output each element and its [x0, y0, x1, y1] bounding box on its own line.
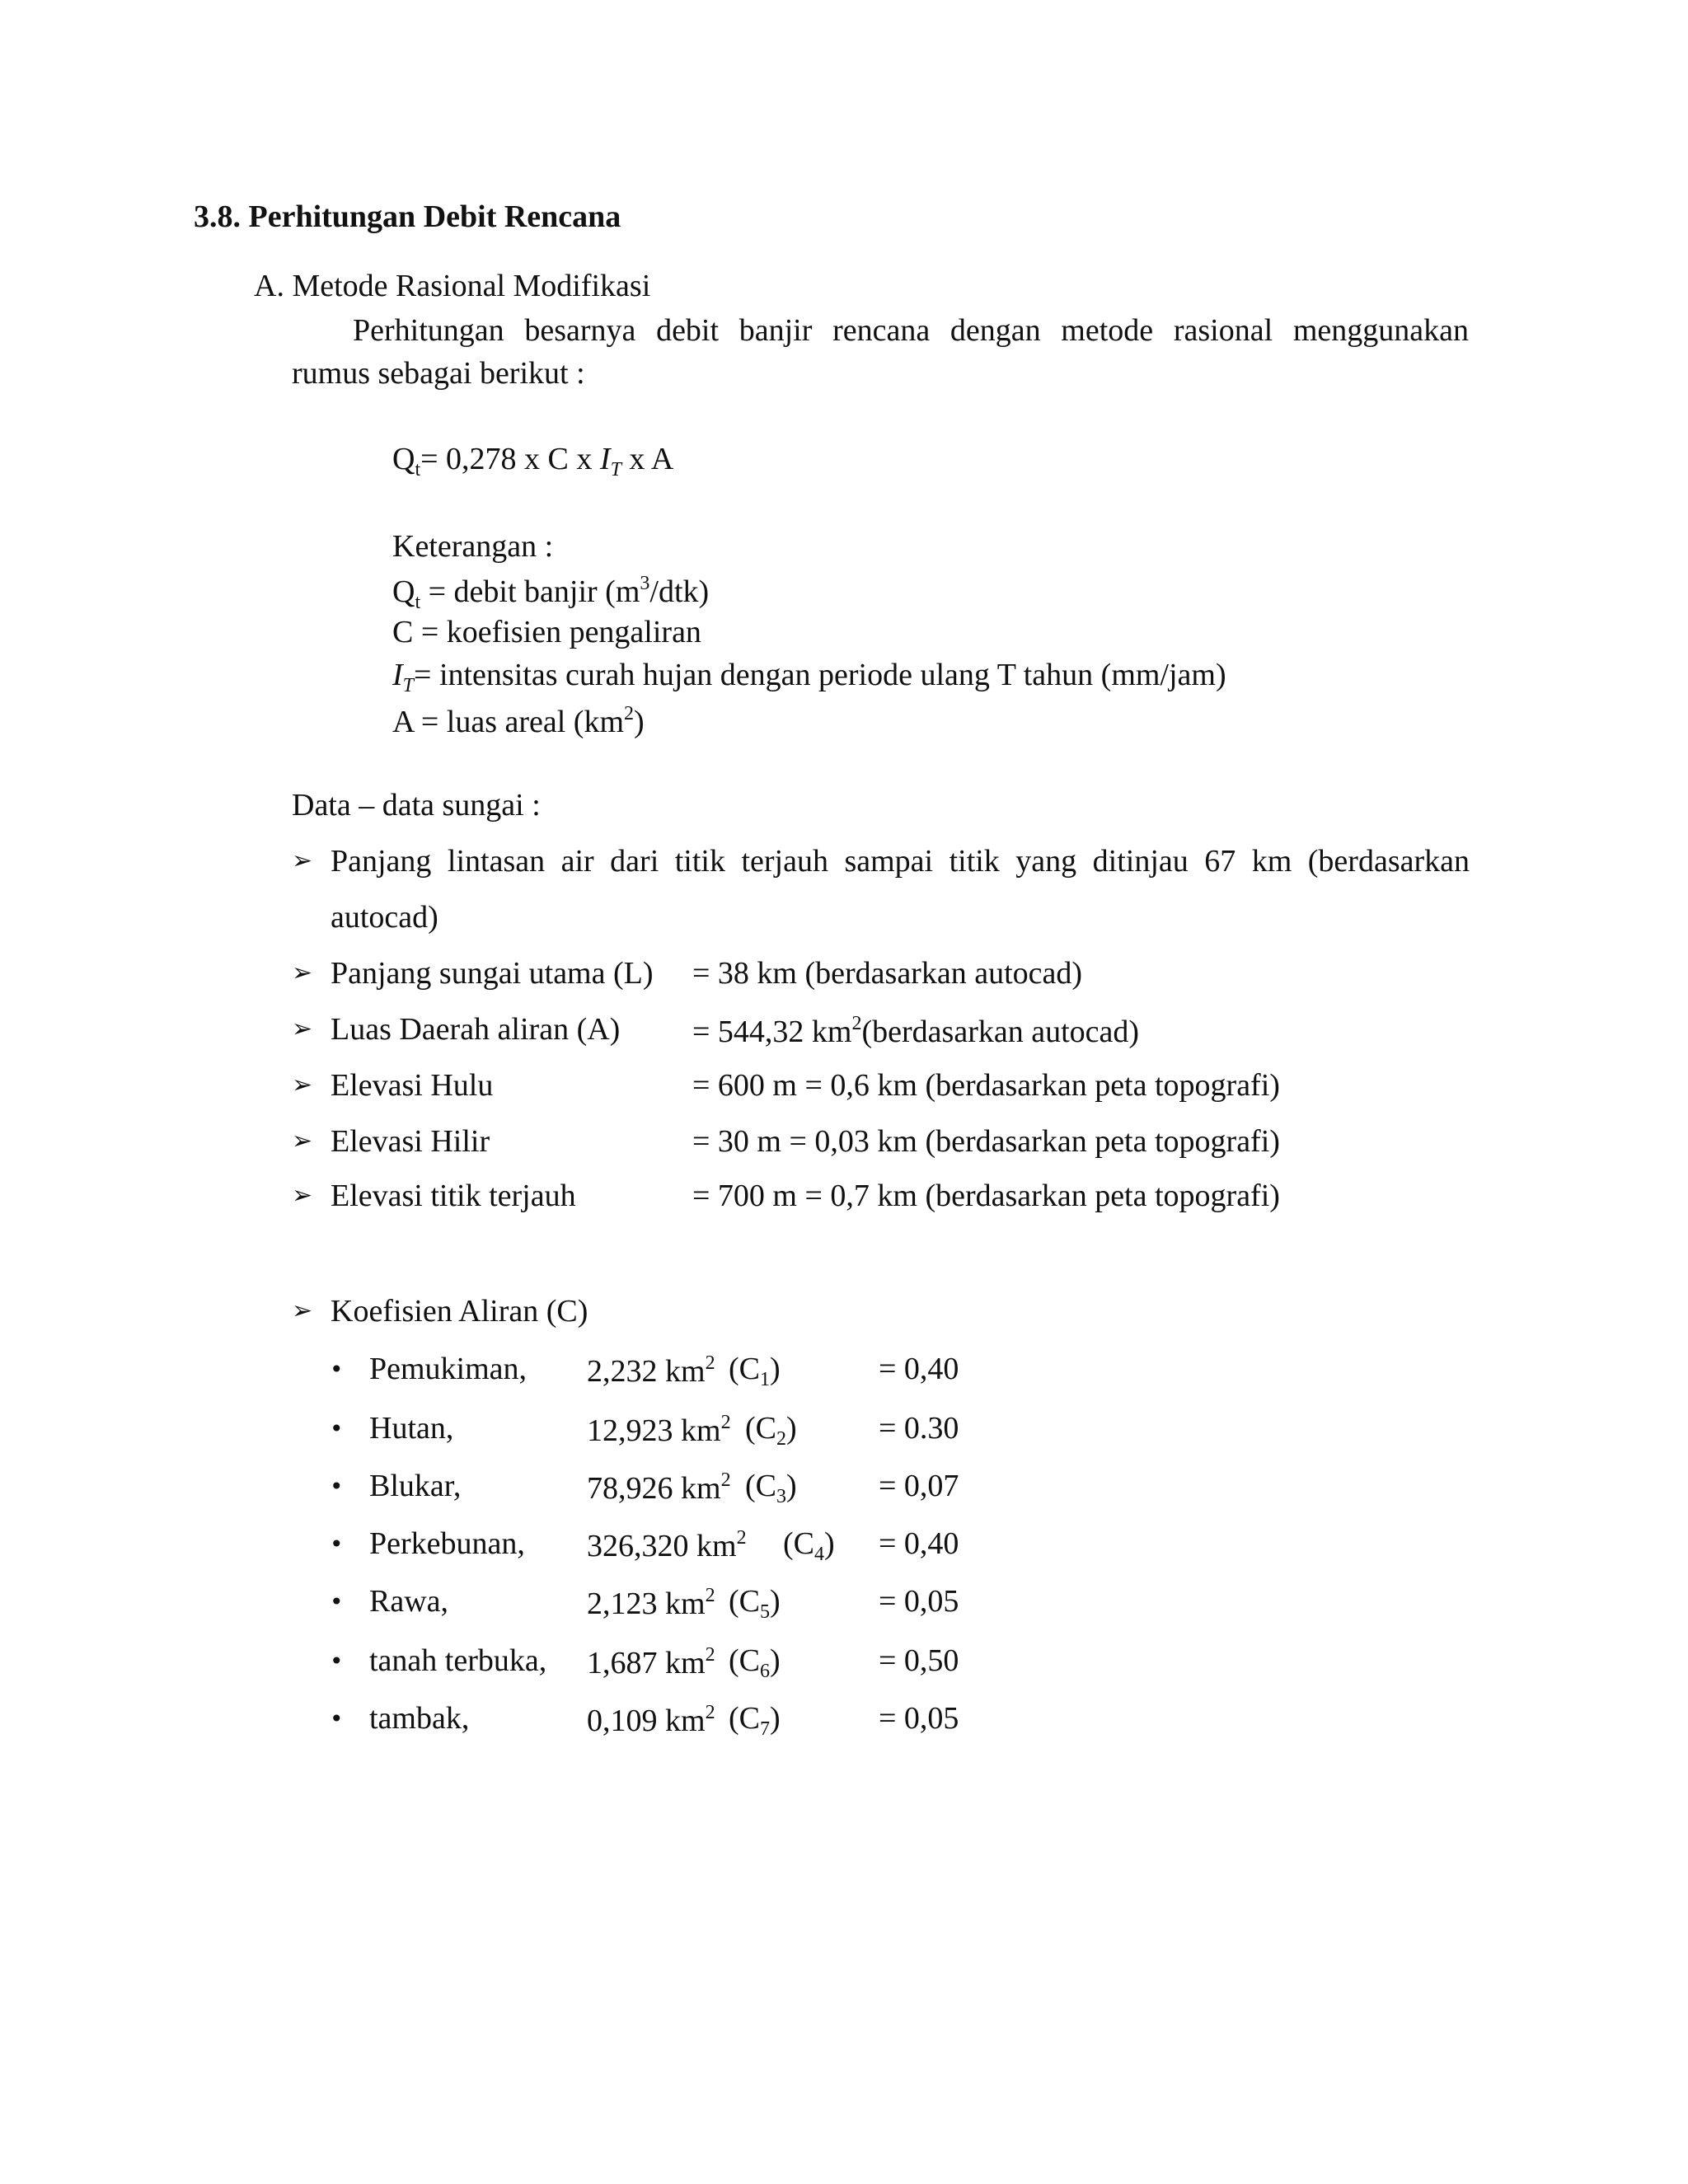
koef-c-label: (C [745, 1411, 776, 1446]
koef-c-label: (C [745, 1469, 776, 1503]
koef-area-sup: 2 [705, 1352, 715, 1374]
koef-area [587, 1703, 715, 1736]
keterangan-a-text: A = luas areal (km [392, 705, 625, 739]
koef-area-sup: 2 [705, 1644, 715, 1666]
luas-value-sup: 2 [851, 1013, 862, 1034]
data-item-label: Elevasi Hilir [331, 1124, 490, 1159]
koef-name: Rawa, [369, 1584, 449, 1619]
koef-c-end: ) [770, 1584, 781, 1619]
lintasan-word: ditinjau [1092, 844, 1189, 879]
formula-rhs-a: = 0,278 x C x [420, 442, 600, 476]
koefisien-title: Koefisien Aliran (C) [331, 1294, 588, 1329]
lintasan-word: titik [674, 844, 725, 879]
keterangan-i [392, 659, 1226, 696]
koef-value: = 0,40 [879, 1352, 959, 1386]
arrow-bullet-icon: ➢ [292, 1181, 313, 1210]
intro-word: menggunakan [1292, 313, 1469, 348]
lintasan-word: lintasan [447, 844, 546, 879]
intro-word: metode [1061, 313, 1154, 348]
arrow-bullet-icon: ➢ [292, 1127, 313, 1155]
keterangan-q-sup: 3 [640, 573, 650, 594]
formula-q-sub: t [415, 459, 421, 480]
lintasan-word: dari [610, 844, 659, 879]
lintasan-word: km [1251, 844, 1292, 879]
koef-value: = 0,05 [879, 1701, 959, 1736]
intro-line-1 [353, 315, 1469, 346]
data-item-label: Elevasi Hulu [331, 1068, 494, 1103]
koef-value: = 0,40 [879, 1526, 959, 1561]
data-item-lintasan [331, 846, 1470, 877]
keterangan-i-sub: T [402, 675, 415, 696]
bullet-icon: • [330, 1356, 344, 1383]
koef-area-val: 2,232 km [587, 1354, 706, 1389]
koef-area [587, 1586, 715, 1619]
data-item-value [692, 1014, 1139, 1047]
data-item-label: Luas Daerah aliran (A) [331, 1012, 621, 1047]
data-item-label: Panjang sungai utama (L) [331, 956, 654, 991]
koef-c-end: ) [770, 1352, 781, 1386]
koef-c-sub: 7 [760, 1718, 770, 1740]
koef-area-sup: 2 [705, 1702, 715, 1723]
koef-c-end: ) [770, 1643, 781, 1678]
koef-c [729, 1645, 781, 1681]
koef-c-label: (C [729, 1701, 760, 1736]
koef-c-end: ) [824, 1526, 835, 1561]
formula [392, 443, 673, 480]
intro-word: besarnya [524, 313, 636, 348]
koef-c-end: ) [786, 1411, 797, 1446]
keterangan-i-text: = intensitas curah hujan dengan periode ulang T tahun (mm/jam) [414, 658, 1226, 692]
koef-area [587, 1413, 731, 1446]
koef-area-sup: 2 [720, 1469, 731, 1491]
data-sungai-title: Data – data sungai : [292, 788, 541, 823]
bullet-icon: • [330, 1647, 344, 1675]
lintasan-word: 67 [1204, 844, 1236, 879]
lintasan-word: air [560, 844, 594, 879]
koef-c-label: (C [729, 1643, 760, 1678]
keterangan-a-sup: 2 [624, 703, 635, 724]
koef-c [729, 1703, 781, 1739]
koef-c-label: (C [783, 1526, 814, 1561]
lintasan-word: terjauh [741, 844, 828, 879]
koef-area-val: 12,923 km [587, 1413, 721, 1448]
formula-q: Q [392, 442, 415, 476]
koef-c [745, 1413, 797, 1449]
lintasan-word: yang [1015, 844, 1077, 879]
formula-rhs-b: x A [621, 442, 674, 476]
lintasan-word: sampai [844, 844, 934, 879]
koef-c-end: ) [770, 1701, 781, 1736]
lintasan-word: titik [949, 844, 1000, 879]
koef-area-sup: 2 [736, 1527, 747, 1549]
bullet-icon: • [330, 1415, 344, 1442]
lintasan-word: Panjang [331, 844, 432, 879]
koef-area-val: 0,109 km [587, 1704, 706, 1738]
formula-i-sub: T [610, 459, 621, 480]
koef-name: Perkebunan, [369, 1526, 525, 1561]
koef-name: tambak, [369, 1701, 470, 1736]
koef-value: = 0,07 [879, 1469, 959, 1503]
keterangan-q-sub: t [415, 592, 421, 613]
data-item-label: Elevasi titik terjauh [331, 1179, 576, 1213]
arrow-bullet-icon: ➢ [292, 1071, 313, 1099]
arrow-bullet-icon: ➢ [292, 958, 313, 987]
intro-word: banjir [738, 313, 813, 348]
keterangan-a [392, 704, 645, 738]
keterangan-q-label: Q [392, 574, 415, 609]
formula-i: I [599, 442, 611, 476]
koef-c [745, 1470, 797, 1507]
data-item-lintasan-cont: autocad) [331, 900, 438, 935]
koef-c-label: (C [729, 1352, 760, 1386]
keterangan-a-end: ) [634, 705, 645, 739]
koef-name: Hutan, [369, 1411, 454, 1446]
koef-c [729, 1353, 781, 1390]
koef-name: Blukar, [369, 1469, 462, 1503]
intro-word: rasional [1173, 313, 1273, 348]
koef-c-end: ) [786, 1469, 797, 1503]
koef-c-label: (C [729, 1584, 760, 1619]
bullet-icon: • [330, 1530, 344, 1558]
intro-word: debit [656, 313, 720, 348]
keterangan-q-end: /dtk) [649, 574, 710, 609]
koef-c-sub: 5 [760, 1601, 770, 1623]
koef-c-sub: 6 [760, 1661, 770, 1682]
arrow-bullet-icon: ➢ [292, 1296, 313, 1325]
koef-name: Pemukiman, [369, 1352, 528, 1386]
koef-value: = 0,05 [879, 1584, 959, 1619]
intro-word: dengan [950, 313, 1041, 348]
lintasan-word: (berdasarkan [1307, 844, 1470, 879]
data-item-value: = 600 m = 0,6 km (berdasarkan peta topografi) [692, 1068, 1280, 1103]
data-item-value: = 38 km (berdasarkan autocad) [692, 956, 1083, 991]
arrow-bullet-icon: ➢ [292, 846, 313, 875]
koef-value: = 0,50 [879, 1643, 959, 1678]
koef-c-sub: 2 [776, 1428, 786, 1450]
bullet-icon: • [330, 1705, 344, 1732]
koef-area-sup: 2 [720, 1412, 731, 1433]
intro-word: Perhitungan [353, 313, 504, 348]
intro-line-2: rumus sebagai berikut : [292, 356, 585, 391]
koef-value: = 0.30 [879, 1411, 959, 1446]
koef-area-sup: 2 [705, 1585, 715, 1606]
koef-name: tanah terbuka, [369, 1643, 547, 1678]
section-heading: 3.8. Perhitungan Debit Rencana [194, 199, 621, 234]
koef-c-sub: 4 [814, 1544, 824, 1565]
koef-area-val: 326,320 km [587, 1529, 737, 1563]
koef-c [783, 1528, 835, 1564]
method-subheading: A. Metode Rasional Modifikasi [254, 269, 651, 303]
koef-c-sub: 1 [760, 1369, 770, 1390]
koef-area [587, 1470, 731, 1504]
bullet-icon: • [330, 1588, 344, 1615]
arrow-bullet-icon: ➢ [292, 1015, 313, 1043]
data-item-value: = 700 m = 0,7 km (berdasarkan peta topografi) [692, 1179, 1280, 1213]
koef-area [587, 1528, 747, 1562]
data-item-value: = 30 m = 0,03 km (berdasarkan peta topografi) [692, 1124, 1280, 1159]
koef-area-val: 1,687 km [587, 1646, 706, 1680]
intro-word: rencana [832, 313, 931, 348]
keterangan-i-label: I [392, 658, 403, 692]
luas-value-b: (berdasarkan autocad) [861, 1015, 1140, 1049]
keterangan-q [392, 574, 709, 612]
koef-area-val: 78,926 km [587, 1471, 721, 1506]
koef-area-val: 2,123 km [587, 1586, 706, 1621]
koef-c [729, 1586, 781, 1622]
koef-c-sub: 3 [776, 1486, 786, 1507]
keterangan-q-text: = debit banjir (m [420, 574, 640, 609]
koef-area [587, 1353, 715, 1387]
keterangan-c: C = koefisien pengaliran [392, 615, 701, 649]
keterangan-title: Keterangan : [392, 529, 554, 564]
koef-area [587, 1645, 715, 1679]
luas-value-a: = 544,32 km [692, 1015, 852, 1049]
bullet-icon: • [330, 1473, 344, 1500]
